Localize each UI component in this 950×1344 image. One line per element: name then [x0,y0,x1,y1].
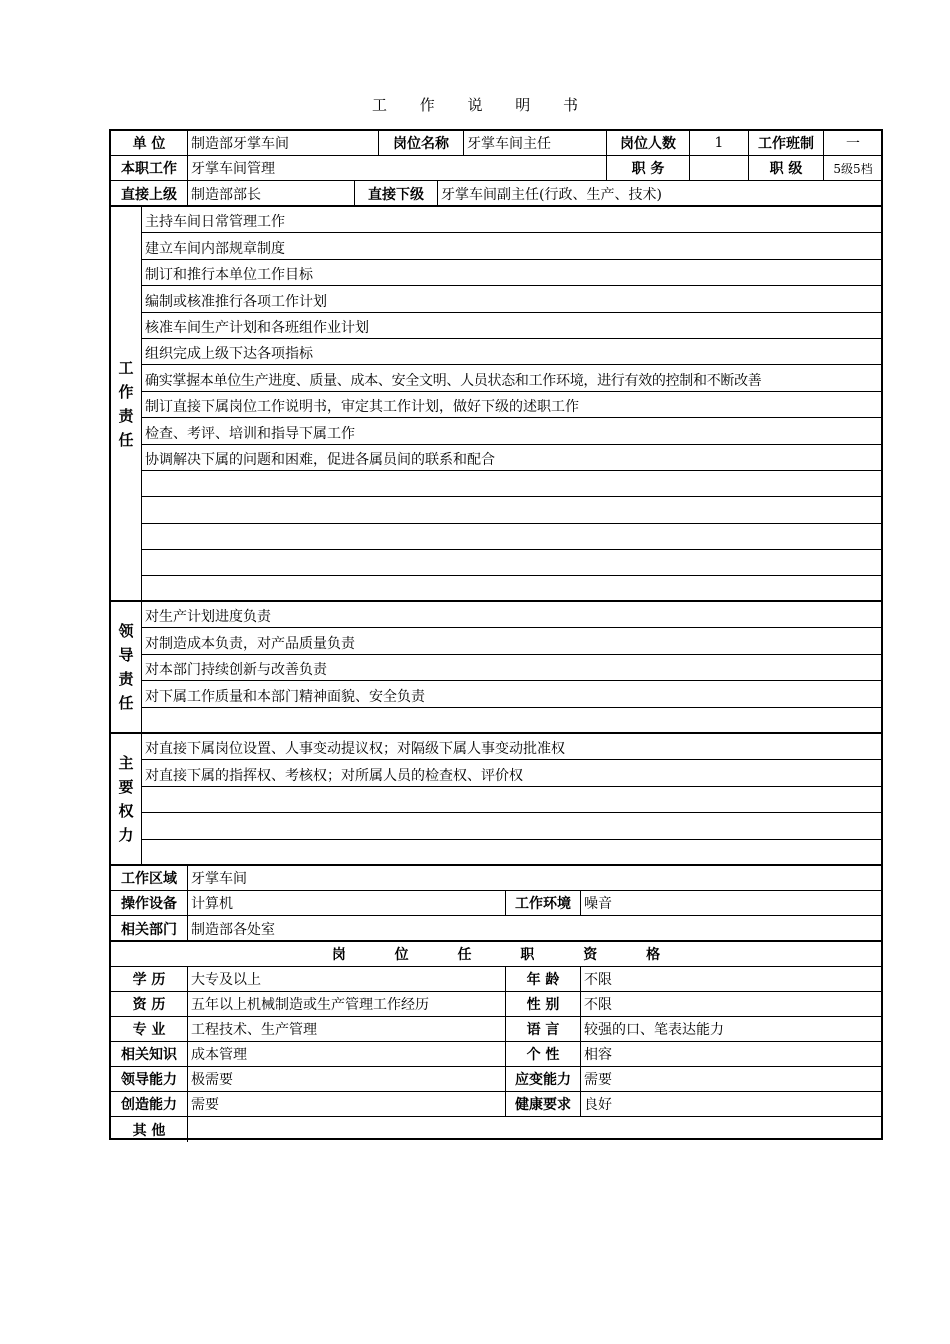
env-row-3 [111,916,881,941]
list-item: 对下属工作质量和本部门精神面貌、安全负责 [142,681,881,707]
header-row-1 [111,131,881,156]
dept-value: 制造部各处室 [191,921,275,938]
grade-label: 职 级 [769,161,803,177]
authority-list [142,734,881,866]
area-value: 牙掌车间 [191,871,247,887]
qual-row [111,1017,881,1042]
header-row-3 [111,181,881,206]
list-item [142,524,881,550]
qual-value-right: 不限 [584,997,612,1013]
shift-value: 一 [846,136,860,152]
qual-label-left: 领导能力 [121,1072,177,1088]
list-item [142,787,881,813]
superior-label: 直接上级 [121,186,177,203]
qual-row [111,1067,881,1092]
list-item: 组织完成上级下达各项指标 [142,339,881,365]
qual-value-left: 极需要 [191,1072,233,1088]
unit-label: 单 位 [132,136,166,152]
side-char: 作 [118,382,134,401]
qual-value-right: 相容 [584,1047,612,1063]
responsibilities-list [142,207,881,603]
shift-label: 工作班制 [758,136,814,152]
qual-row [111,1042,881,1067]
qual-value-right: 不限 [584,972,612,988]
side-char: 领 [118,622,134,640]
position-value: 牙掌车间主任 [467,136,551,152]
side-char: 要 [118,778,134,796]
qual-label-left: 创造能力 [121,1097,177,1113]
qual-value-left: 成本管理 [191,1047,247,1063]
side-char: 责 [118,406,134,425]
header-table [109,129,883,207]
qual-heading-row [111,942,881,967]
side-char: 任 [118,694,134,712]
qual-label-right: 个 性 [526,1047,560,1063]
list-item: 核准车间生产计划和各班组作业计划 [142,313,881,339]
side-char: 工 [118,358,134,377]
job-value: 牙掌车间管理 [191,161,275,177]
list-item: 检查、考评、培训和指导下属工作 [142,418,881,444]
subordinate-label: 直接下级 [368,186,424,203]
list-item: 制订和推行本单位工作目标 [142,260,881,286]
list-item [142,708,881,734]
side-char: 任 [118,430,134,449]
authority-label [111,734,142,864]
list-item [142,840,881,866]
qual-label-left: 专 业 [132,1022,166,1038]
headcount-value: 1 [714,135,724,151]
env-value: 噪音 [584,896,612,912]
qual-value-left: 大专及以上 [191,972,261,988]
list-item: 建立车间内部规章制度 [142,233,881,259]
qual-value-left: 五年以上机械制造或生产管理工作经历 [191,997,429,1013]
side-char: 导 [118,646,134,664]
grade-value: 5级5档 [833,161,873,176]
other-value [188,1117,878,1142]
responsibilities-section [109,205,883,602]
responsibilities-label [111,207,142,600]
leadership-list [142,602,881,734]
list-item: 对本部门持续创新与改善负责 [142,655,881,681]
list-item: 协调解决下属的问题和困难，促进各属员间的联系和配合 [142,445,881,471]
area-label: 工作区域 [121,871,177,887]
qual-value-left: 工程技术、生产管理 [191,1022,317,1038]
side-char: 主 [118,754,134,772]
duty-value [690,156,748,180]
subordinate-value: 牙掌车间副主任(行政、生产、技术) [441,186,662,203]
qual-label-left: 资 历 [132,997,166,1013]
env-row-1 [111,866,881,891]
header-row-2 [111,156,881,181]
list-item: 对生产计划进度负责 [142,602,881,628]
list-item: 对直接下属岗位设置、人事变动提议权；对隔级下属人事变动批准权 [142,734,881,760]
unit-value: 制造部牙掌车间 [191,136,289,152]
qual-row [111,1092,881,1117]
equipment-value: 计算机 [191,896,233,912]
environment-section [109,864,883,942]
list-item: 主持车间日常管理工作 [142,207,881,233]
qual-label-left: 学 历 [132,972,166,988]
leadership-section [109,600,883,734]
list-item: 确实掌握本单位生产进度、质量、成本、安全文明、人员状态和工作环境，进行有效的控制和不断改善 [142,365,881,391]
authority-section [109,732,883,866]
list-item [142,550,881,576]
page-title: 工 作 说 明 书 [371,96,593,114]
qual-label-right: 性 别 [526,997,560,1013]
other-label: 其 他 [132,1122,166,1139]
qualifications-section [109,940,883,1140]
qual-other-row [111,1117,881,1142]
superior-value: 制造部部长 [191,186,261,203]
list-item [142,471,881,497]
duty-label: 职 务 [631,161,665,177]
qual-row [111,992,881,1017]
list-item: 对直接下属的指挥权、考核权；对所属人员的检查权、评价权 [142,760,881,786]
list-item [142,497,881,523]
dept-label: 相关部门 [121,921,177,938]
side-char: 权 [118,802,134,820]
side-char: 责 [118,670,134,688]
job-label: 本职工作 [121,161,177,177]
side-char: 力 [118,826,134,844]
qual-label-right: 健康要求 [515,1097,571,1113]
qual-label-right: 语 言 [526,1022,560,1038]
env-label: 工作环境 [515,896,571,912]
qualifications-heading: 岗 位 任 职 资 格 [331,947,683,963]
leadership-label [111,602,142,732]
qual-value-right: 良好 [584,1097,612,1113]
list-item [142,576,881,602]
qual-value-left: 需要 [191,1097,219,1113]
headcount-label: 岗位人数 [620,136,676,152]
qual-value-right: 较强的口、笔表达能力 [584,1022,724,1038]
qual-row [111,967,881,992]
qual-label-right: 年 龄 [526,972,560,988]
list-item [142,813,881,839]
qual-label-left: 相关知识 [121,1047,177,1063]
qual-value-right: 需要 [584,1072,612,1088]
qual-label-right: 应变能力 [515,1072,571,1088]
list-item: 制订直接下属岗位工作说明书，审定其工作计划，做好下级的述职工作 [142,392,881,418]
position-label: 岗位名称 [393,136,449,152]
equipment-label: 操作设备 [121,896,177,912]
list-item: 编制或核准推行各项工作计划 [142,286,881,312]
list-item: 对制造成本负责，对产品质量负责 [142,628,881,654]
env-row-2 [111,891,881,916]
